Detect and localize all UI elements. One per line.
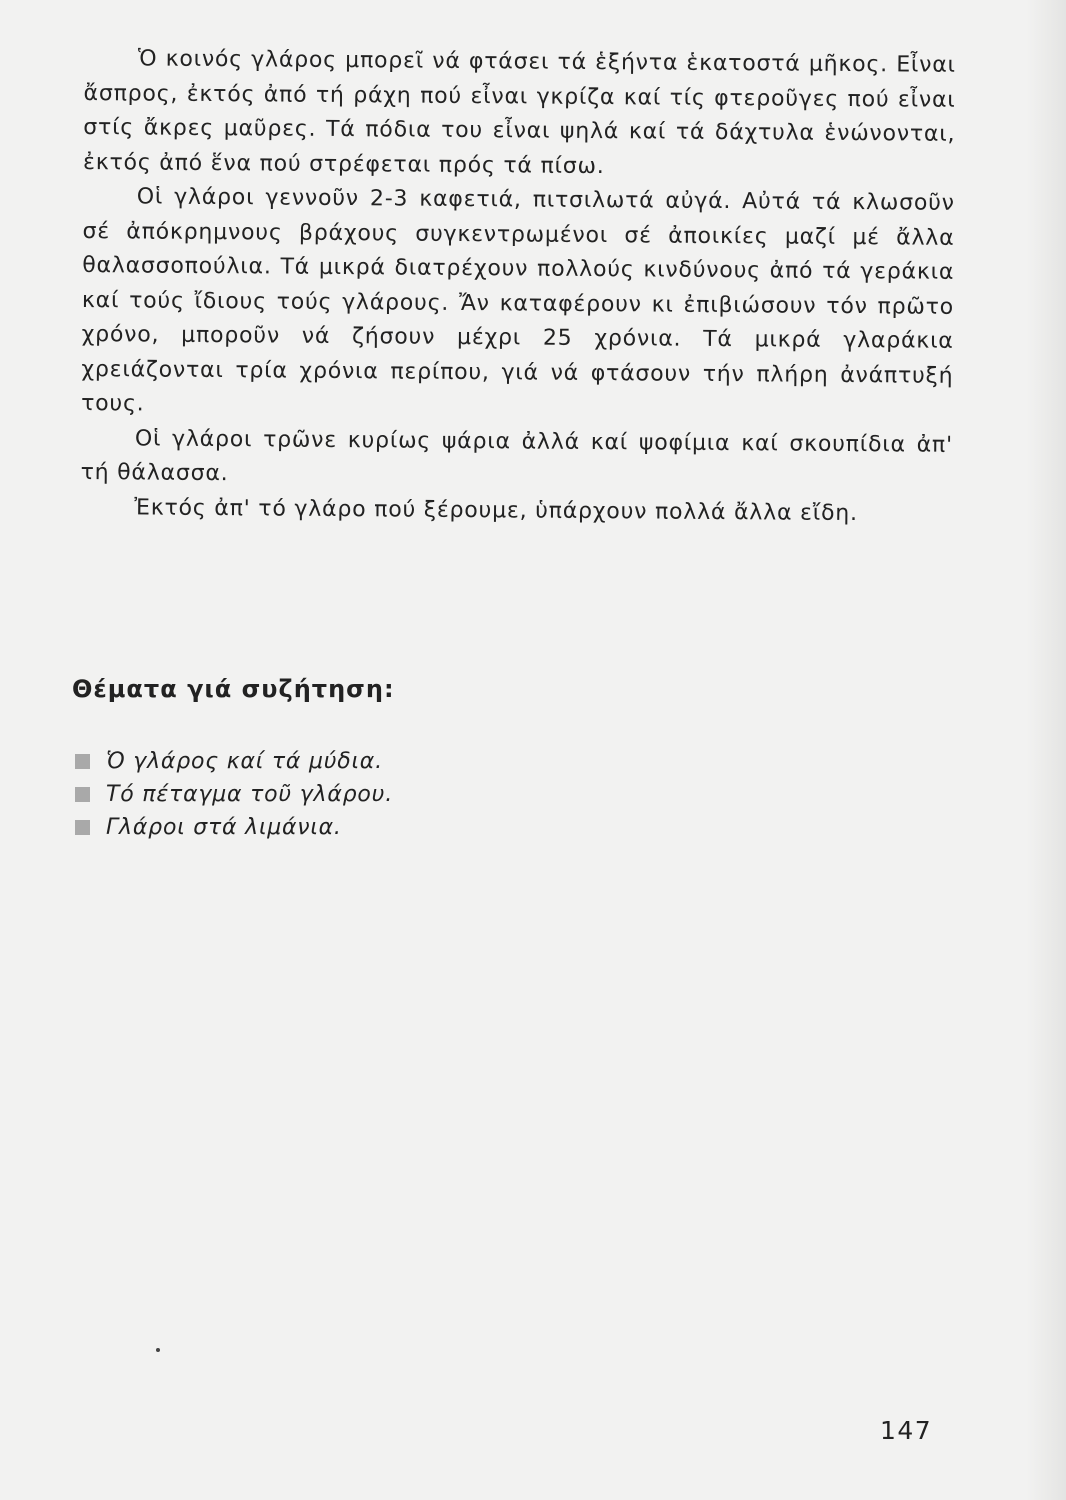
list-item	[72, 778, 772, 811]
topic-label: Ὁ γλάρος καί τά μύδια.	[106, 749, 383, 774]
page-number: 147	[880, 1416, 933, 1445]
paragraph-gull-species: Ἐκτός ἀπ' τό γλάρο πού ξέρουμε, ὑπάρχουν πολλά ἄλλα εἴδη.	[134, 494, 858, 526]
list-item	[72, 745, 772, 778]
discussion-title: Θέματα γιά συζήτηση:	[72, 675, 395, 703]
square-bullet-icon	[75, 820, 90, 835]
square-bullet-icon	[75, 787, 90, 802]
paragraph-gull-diet: Οἱ γλάροι τρῶνε κυρίως ψάρια ἀλλά καί ψοφίμια καί σκουπίδια ἀπ' τή θάλασσα.	[80, 425, 953, 487]
list-item	[72, 811, 772, 844]
paragraph-gull-description: Ὁ κοινός γλάρος μπορεῖ νά φτάσει τά ἑξήντα ἑκατοστά μῆκος. Εἶναι ἄσπρος, ἐκτός ἀπό τή ράχη πού εἶναι γκρίζα καί τίς φτεροῦγες πού εἶναι στίς ἄκρες μαῦρες. Τά πόδια του εἶναι ψηλά καί τά δάχτυλα ἑνώνονται, ἐκτός ἀπό ἕνα πού στρέφεται πρός τά πίσω.	[82, 46, 956, 179]
body-text	[80, 42, 956, 532]
topic-label: Γλάροι στά λιμάνια.	[106, 815, 342, 840]
paragraph-gull-breeding: Οἱ γλάροι γεννοῦν 2-3 καφετιά, πιτσιλωτά αὐγά. Αὐτά τά κλωσοῦν σέ ἀπόκρημνους βράχους συγκεντρωμένοι σέ ἀποικίες μαζί μέ ἄλλα θαλασσοπούλια. Τά μικρά διατρέχουν πολλούς κινδύνους ἀπό τά γεράκια καί τούς ἴδιους τούς γλάρους. Ἄν καταφέρουν κι ἐπιβιώσουν τόν πρῶτο χρόνο, μποροῦν νά ζήσουν μέχρι 25 χρόνια. Τά μικρά γλαράκια χρειάζονται τρία χρόνια περίπου, γιά νά φτάσουν τήν πλήρη ἀνάπτυξή τους.	[81, 184, 955, 417]
square-bullet-icon	[75, 754, 90, 769]
topic-label: Τό πέταγμα τοῦ γλάρου.	[106, 782, 394, 807]
page-edge-shadow	[1026, 0, 1066, 1500]
discussion-section	[72, 675, 772, 844]
ink-speck	[156, 1348, 160, 1352]
discussion-topics	[72, 745, 772, 844]
